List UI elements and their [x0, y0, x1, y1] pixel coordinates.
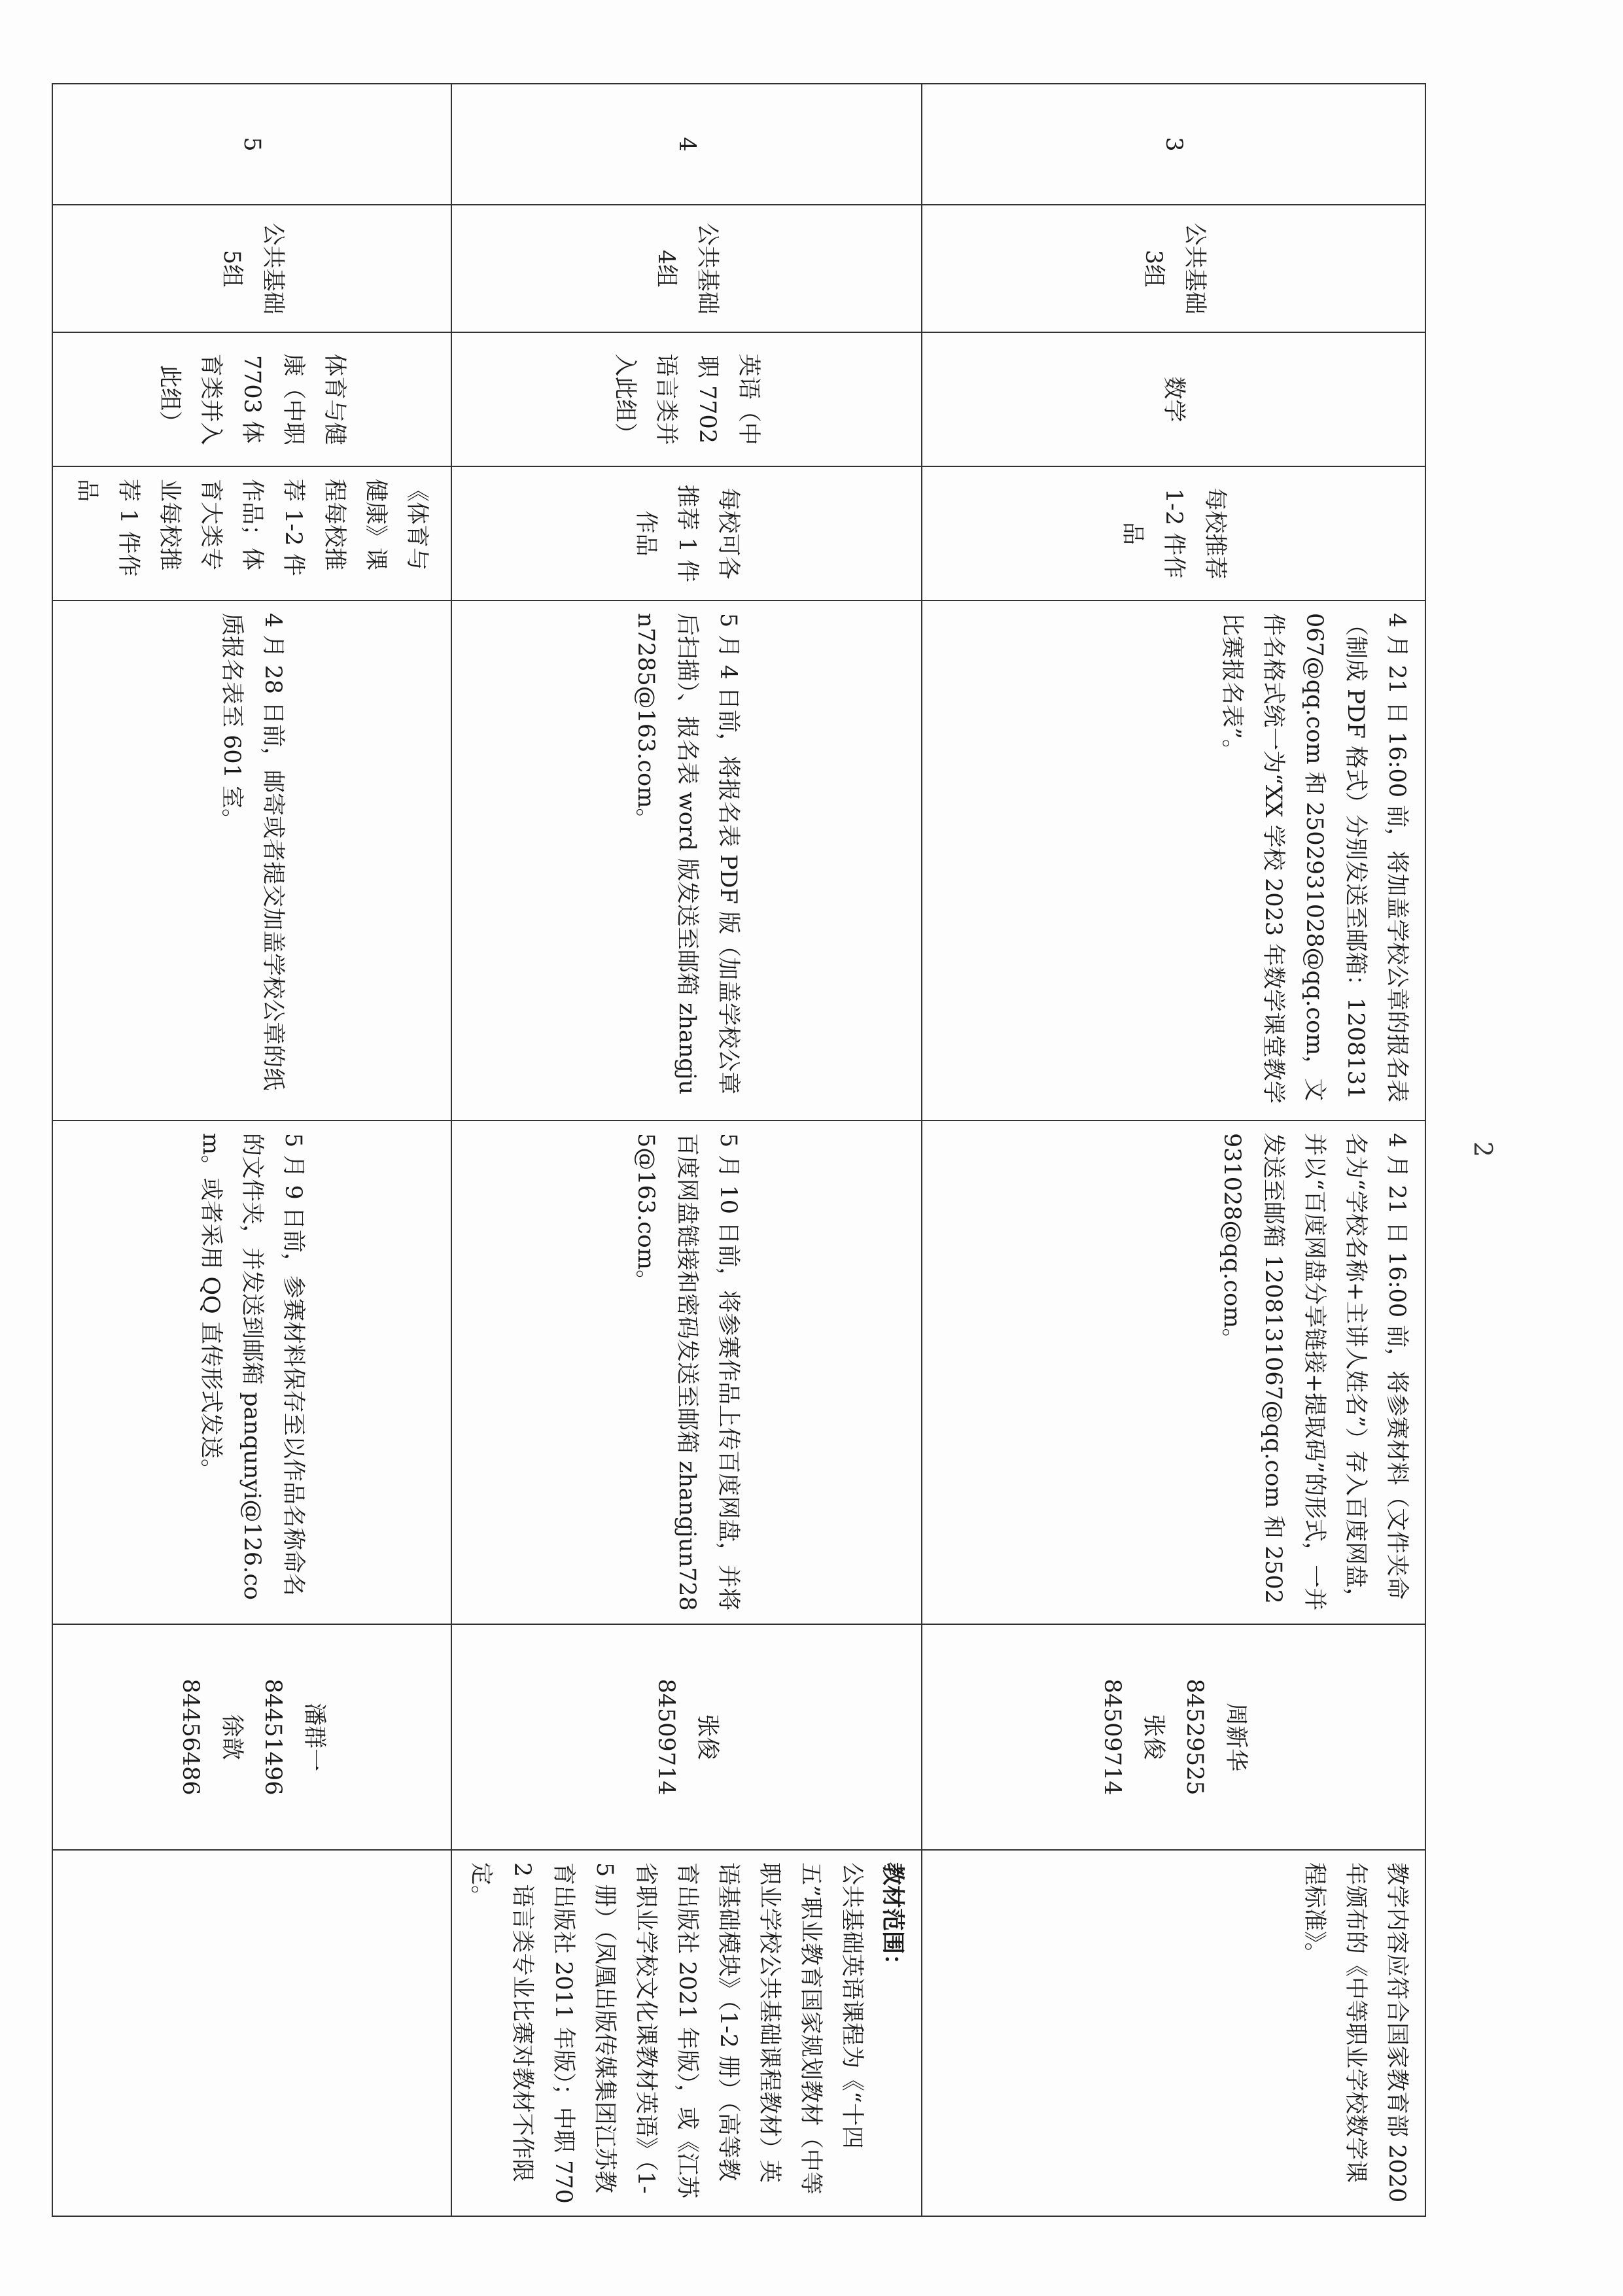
notes-cell [52, 1850, 451, 2216]
submission-cell: 5 月 10 日前，将参赛作品上传百度网盘，并将百度网盘链接和密码发送至邮箱 zhangjun7285@163.com。 [451, 1121, 922, 1624]
group-cell: 公共基础 4组 [451, 205, 922, 332]
table-row [451, 84, 922, 2216]
quota-cell: 《体育与健康》课程每校推荐 1-2 件作品；体育大类专业每校推荐 1 件作品 [52, 466, 451, 600]
subject-cell: 英语（中职 7702 语言类并入此组） [451, 332, 922, 466]
notes-text: 公共基础英语课程为《“十四五”职业教育国家规划教材（中等职业学校公共基础课程教材）英语基础模块》（1-2 册）（高等教育出版社 2021 年版），或《江苏省职业学校文化课教材英语》（1-5 册）（凤凰出版传媒集团江苏教育出版社 2011 年版）；中职 7702 语言类专业比赛对教材不作限定。 [468, 1862, 865, 2204]
table-row [922, 84, 1425, 2216]
contact-cell: 周新华 84529525 张俊 84509714 [922, 1624, 1425, 1850]
rotated-table-container [74, 83, 1426, 2216]
contact-cell: 潘群一 84451496 徐歆 84456486 [52, 1624, 451, 1850]
table-row [52, 84, 451, 2216]
row-number: 4 [451, 84, 922, 205]
contact-cell: 张俊 84509714 [451, 1624, 922, 1850]
row-number: 3 [922, 84, 1425, 205]
row-number: 5 [52, 84, 451, 205]
notes-title: 教材范围： [879, 1862, 906, 1977]
subject-cell: 体育与健康（中职 7703 体育类并入此组） [52, 332, 451, 466]
quota-cell: 每校推荐 1-2 件作品 [922, 466, 1425, 600]
registration-cell: 5 月 4 日前，将报名表 PDF 版（加盖学校公章后扫描）、报名表 word 版发送至邮箱 zhangjun7285@163.com。 [451, 600, 922, 1121]
registration-cell: 4 月 28 日前，邮寄或者提交加盖学校公章的纸质报名表至 601 室。 [52, 600, 451, 1121]
notes-cell [922, 1850, 1425, 2216]
notes-cell [451, 1850, 922, 2216]
quota-cell: 每校可各推荐 1 件作品 [451, 466, 922, 600]
subject-cell: 数学 [922, 332, 1425, 466]
submission-cell: 4 月 21 日 16:00 前，将参赛材料（文件夹命名为“学校名称+主讲人姓名”）存入百度网盘，并以“百度网盘分享链接+提取码”的形式，一并发送至邮箱 1208131067@qq.com 和 2502931028@qq.com。 [922, 1121, 1425, 1624]
notes-text: 教学内容应符合国家教育部 2020 年颁布的《中等职业学校数学课程标准》。 [1301, 1862, 1410, 2203]
submission-cell: 5 月 9 日前，参赛材料保存至以作品名称命名的文件夹，并发送到邮箱 panqunyi@126.com。或者采用 QQ 直传形式发送。 [52, 1121, 451, 1624]
group-cell: 公共基础 5组 [52, 205, 451, 332]
page-number: 2 [1469, 1141, 1498, 1158]
registration-cell: 4 月 21 日 16:00 前，将加盖学校公章的报名表（制成 PDF 格式）分别发送至邮箱：1208131067@qq.com 和 2502931028@qq.com，文件名格式统一为“XX 学校 2023 年数学课堂教学比赛报名表”。 [922, 600, 1425, 1121]
group-cell: 公共基础 3组 [922, 205, 1425, 332]
competition-table [52, 83, 1426, 2217]
